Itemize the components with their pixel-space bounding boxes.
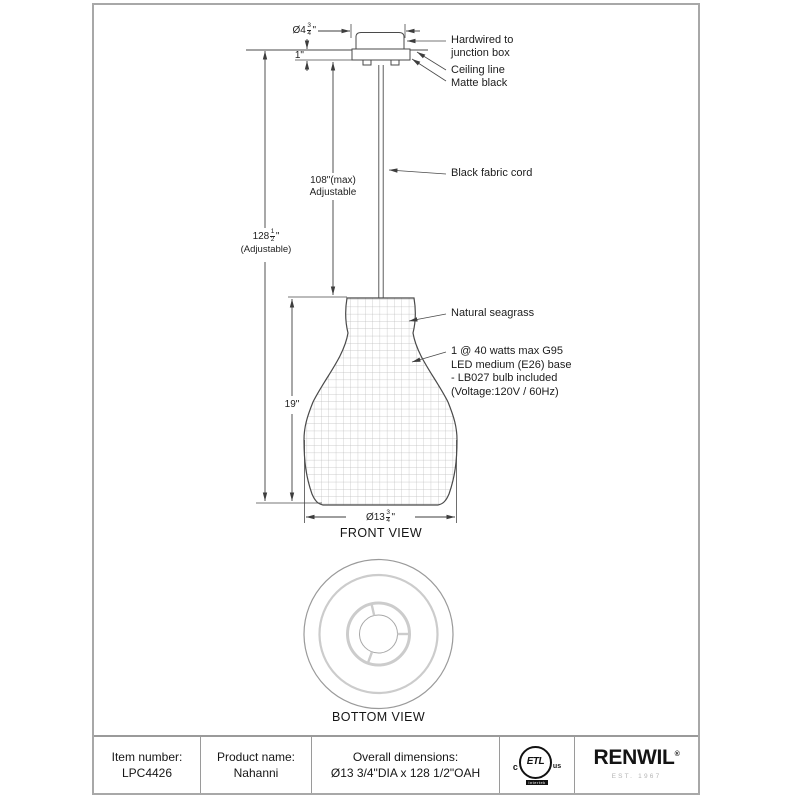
oah-note: (Adjustable) — [240, 243, 292, 255]
bottom-view-ring-large — [320, 575, 438, 693]
canopy-nub-right — [391, 60, 399, 65]
product-name-label: Product name: — [216, 750, 296, 764]
canopy-nub-left — [363, 60, 371, 65]
front-view-title: FRONT VIEW — [339, 526, 423, 540]
matte-black-label: Matte black — [451, 76, 508, 89]
canopy-dia-prefix: Ø4 — [292, 24, 306, 36]
dim-shade-diameter-text: Ø13 $\frac{3}{4}$ " — [365, 509, 396, 524]
etl-canada-mark: c — [512, 761, 518, 772]
dim-oah-text — [216, 229, 316, 255]
bulb-spec-line2: LED medium (E26) base — [451, 358, 572, 371]
product-name-value: Nahanni — [233, 766, 279, 780]
canopy-plate — [352, 49, 410, 60]
etl-us-mark: us — [552, 762, 562, 770]
etl-intertek-label: Intertek — [528, 779, 546, 785]
junction-box-outline — [356, 33, 404, 50]
bottom-view-socket-circle — [360, 615, 398, 653]
bulb-spec-label — [451, 345, 571, 399]
dim-one-inch-text: 1" — [294, 50, 304, 61]
shade-dia-fraction: $\frac{3}{4}$ — [386, 509, 390, 524]
canopy-dia-fraction: $\frac{3}{4}$ — [307, 22, 311, 37]
item-number-value: LPC4426 — [121, 766, 173, 780]
leader-ceiling-line — [417, 52, 446, 70]
seagrass-label: Natural seagrass — [451, 307, 535, 319]
bottom-view-outer-circle — [304, 560, 453, 709]
leader-matte-black — [412, 59, 446, 81]
dim-shade-height-text: 19" — [284, 399, 300, 410]
overall-dimensions-value: Ø13 3/4"DIA x 128 1/2"OAH — [330, 766, 481, 780]
cord-max-line2: Adjustable — [309, 186, 357, 198]
etl-circle-icon: ETL — [519, 746, 552, 779]
canopy-dia-unit: " — [312, 24, 316, 36]
brand-name-text: RENWIL — [593, 746, 675, 769]
dim-canopy-diameter-text — [268, 23, 316, 38]
bulb-spec-line4: (Voltage:120V / 60Hz) — [451, 385, 559, 398]
bulb-spec-line1: 1 @ 40 watts max G95 — [451, 345, 564, 357]
hardwired-label-line1: Hardwired to — [451, 34, 514, 46]
shade-outline-mesh — [304, 298, 457, 505]
cord-max-line1: 108"(max) — [310, 175, 356, 186]
bottom-view-drawing — [304, 560, 453, 709]
overall-dimensions-label: Overall dimensions: — [352, 750, 459, 764]
oah-fraction: $\frac{1}{2}$ — [270, 228, 275, 243]
fabric-cord-label: Black fabric cord — [451, 167, 533, 179]
canopy-drawing — [246, 33, 428, 299]
bulb-spec-line3: - LB027 bulb included — [451, 372, 558, 384]
registered-mark: ® — [674, 751, 680, 758]
bottom-view-title: BOTTOM VIEW — [331, 710, 426, 724]
hardwired-label-line2: junction box — [451, 46, 510, 59]
brand-established-text: EST. 1967 — [611, 773, 662, 780]
hardwired-label — [451, 34, 513, 59]
item-number-label: Item number: — [111, 750, 183, 764]
oah-value: 128 $\frac{1}{2}$ " — [252, 228, 280, 243]
leader-fabric-cord — [389, 170, 446, 174]
dim-cord-max-text — [283, 175, 383, 198]
ceiling-line-label: Ceiling line — [451, 64, 505, 76]
